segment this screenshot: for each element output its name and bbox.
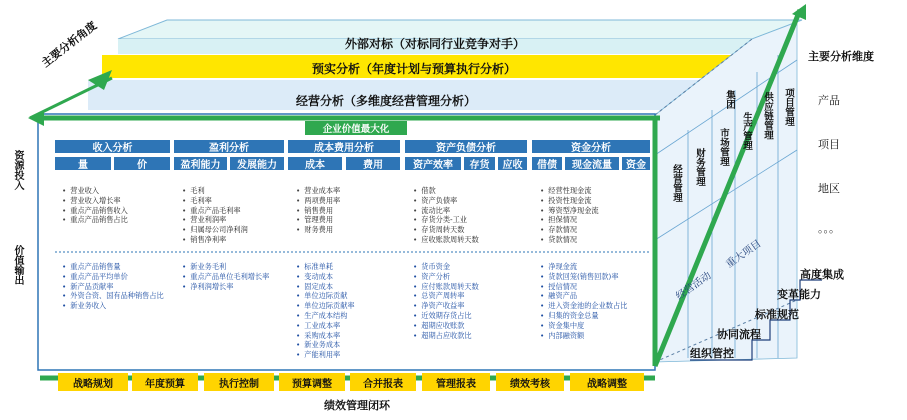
list-item: • 管理费用 [296,215,400,225]
col4-lower-list [413,262,529,340]
list-item: • 归集的资金总量 [540,311,652,321]
list-item: • 授信情况 [540,282,652,292]
col2-upper-list [182,186,286,245]
top-layer-text: 外部对标（对标同行业竞争对手） [345,37,526,51]
bottom-step-5: 合并报表 [350,373,416,391]
stair-3: 标准规范 [755,308,799,321]
col2-sub2: 发展能力 [230,157,284,170]
list-item: • 资产分析 [413,272,529,282]
dimension-item: 项目 [818,138,840,151]
col1-sub2: 价 [114,157,170,170]
list-item: • 重点产品销售收入 [62,206,172,216]
list-item: • 重点产品毛利率 [182,206,286,216]
left-label-top: 资源投入 [12,150,23,190]
bottom-layer-text: 经营分析（多维度经营管理分析） [296,94,477,108]
middle-layer-text: 预实分析（年度计划与预算执行分析） [312,62,517,76]
list-item: • 总资产周转率 [413,291,529,301]
rf-diag-2: 重大项目 [724,238,764,271]
rf-label-5: 集团 [724,90,735,109]
list-item: • 进入资金池的企业数占比 [540,301,652,311]
col3-lower-list [296,262,400,360]
col1-sub1: 量 [55,157,111,170]
list-item: • 新业务毛利 [182,262,286,272]
rf-label-1: 经营管理 [671,164,682,202]
list-item: • 应收账款周转天数 [413,235,529,245]
list-item: • 营业利润率 [182,215,286,225]
bottom-step-3: 执行控制 [204,373,274,391]
left-label-bottom: 价值输出 [12,245,23,285]
col2-sub1: 盈利能力 [174,157,227,170]
list-item: • 营业成本率 [296,186,400,196]
col4-upper-list [413,186,529,245]
list-item: • 毛利 [182,186,286,196]
stair-4: 协同流程 [717,328,761,341]
list-item: • 筹资型净现金流 [540,206,652,216]
stair-2: 变革能力 [777,288,821,301]
col5-lower-list [540,262,652,340]
col5-title: 资金分析 [532,140,650,153]
bottom-step-7: 绩效考核 [496,373,564,391]
list-item: • 内部融资额 [540,331,652,341]
bottom-caption: 绩效管理闭环 [324,399,390,412]
list-item: • 生产成本结构 [296,311,400,321]
rf-label-3: 市场管理 [718,128,729,166]
list-item: • 单位边际贡献 [296,291,400,301]
list-item: • 采购成本率 [296,331,400,341]
col5-sub2: 现金流量 [565,157,619,170]
list-item: • 存款情况 [540,225,652,235]
list-item: • 存货分类-工业 [413,215,529,225]
rf-label-2: 财务管理 [694,148,705,186]
list-item: • 单位边际贡献率 [296,301,400,311]
col4-sub3: 应收 [498,157,527,170]
bottom-step-6: 管理报表 [422,373,490,391]
col2-lower-list [182,262,286,291]
list-item: • 营业收入增长率 [62,196,172,206]
list-item: • 净利润增长率 [182,282,286,292]
list-item: • 应付账款周转天数 [413,282,529,292]
list-item: • 固定成本 [296,282,400,292]
rf-label-7: 项目管理 [783,88,794,126]
col1-upper-list [62,186,172,225]
list-item: • 资金集中度 [540,321,652,331]
list-item: • 流动比率 [413,206,529,216]
list-item: • 重点产品单位毛利增长率 [182,272,286,282]
list-item: • 标准单耗 [296,262,400,272]
col1-title: 收入分析 [55,140,170,153]
list-item: • 新业务收入 [62,301,174,311]
list-item: • 经营性现金流 [540,186,652,196]
list-item: • 归属母公司净利润 [182,225,286,235]
rf-label-6: 供应链管理 [762,92,773,140]
dimension-item: 。。。 [818,222,840,235]
col1-lower-list [62,262,174,311]
col4-title: 资产负债分析 [405,140,527,153]
list-item: • 存货周转天数 [413,225,529,235]
list-item: • 资产负债率 [413,196,529,206]
col3-sub1: 成本 [288,157,342,170]
list-item: • 产能利用率 [296,350,400,360]
rf-label-4: 生产管理 [741,112,752,150]
list-item: • 重点产品销售占比 [62,215,172,225]
dimension-item: 产品 [818,94,840,107]
list-item: • 毛利率 [182,196,286,206]
dimensions-title: 主要分析维度 [808,50,874,63]
list-item: • 重点产品平均单价 [62,272,174,282]
list-item: • 近效期存货占比 [413,311,529,321]
list-item: • 投资性现金流 [540,196,652,206]
col2-title: 盈利分析 [174,140,284,153]
bottom-step-4: 预算调整 [279,373,345,391]
stair-1: 高度集成 [800,268,844,281]
col3-sub2: 费用 [346,157,400,170]
list-item: • 工业成本率 [296,321,400,331]
list-item: • 新业务成本 [296,340,400,350]
stair-5: 组织管控 [690,347,734,360]
col4-sub2: 存货 [464,157,495,170]
col4-sub1: 资产效率 [405,157,461,170]
list-item: • 变动成本 [296,272,400,282]
col5-sub3: 资金 [622,157,650,170]
list-item: • 两项费用率 [296,196,400,206]
diagonal-label: 主要分析角度 [39,18,100,70]
list-item: • 超期应收账款 [413,321,529,331]
list-item: • 净资产收益率 [413,301,529,311]
list-item: • 外资合资、国有品种销售占比 [62,291,174,301]
list-item: • 借款 [413,186,529,196]
list-item: • 担保情况 [540,215,652,225]
list-item: • 财务费用 [296,225,400,235]
col3-upper-list [296,186,400,235]
rf-diag-1: 经营活动 [674,270,714,303]
list-item: • 净现金流 [540,262,652,272]
bottom-step-1: 战略规划 [58,373,128,391]
list-item: • 货币资金 [413,262,529,272]
col5-sub1: 借债 [532,157,562,170]
bottom-step-8: 战略调整 [570,373,644,391]
list-item: • 营业收入 [62,186,172,196]
center-badge: 企业价值最大化 [305,121,407,135]
list-item: • 超期占应收款比 [413,331,529,341]
list-item: • 销售净利率 [182,235,286,245]
col5-upper-list [540,186,652,245]
list-item: • 销售费用 [296,206,400,216]
list-item: • 融资产品 [540,291,652,301]
col3-title: 成本费用分析 [288,140,400,153]
list-item: • 新产品贡献率 [62,282,174,292]
list-item: • 贷款情况 [540,235,652,245]
bottom-step-2: 年度预算 [132,373,198,391]
list-item: • 重点产品销售量 [62,262,174,272]
list-item: • 货款回笼(销售回款)率 [540,272,652,282]
dimension-item: 地区 [818,182,840,195]
